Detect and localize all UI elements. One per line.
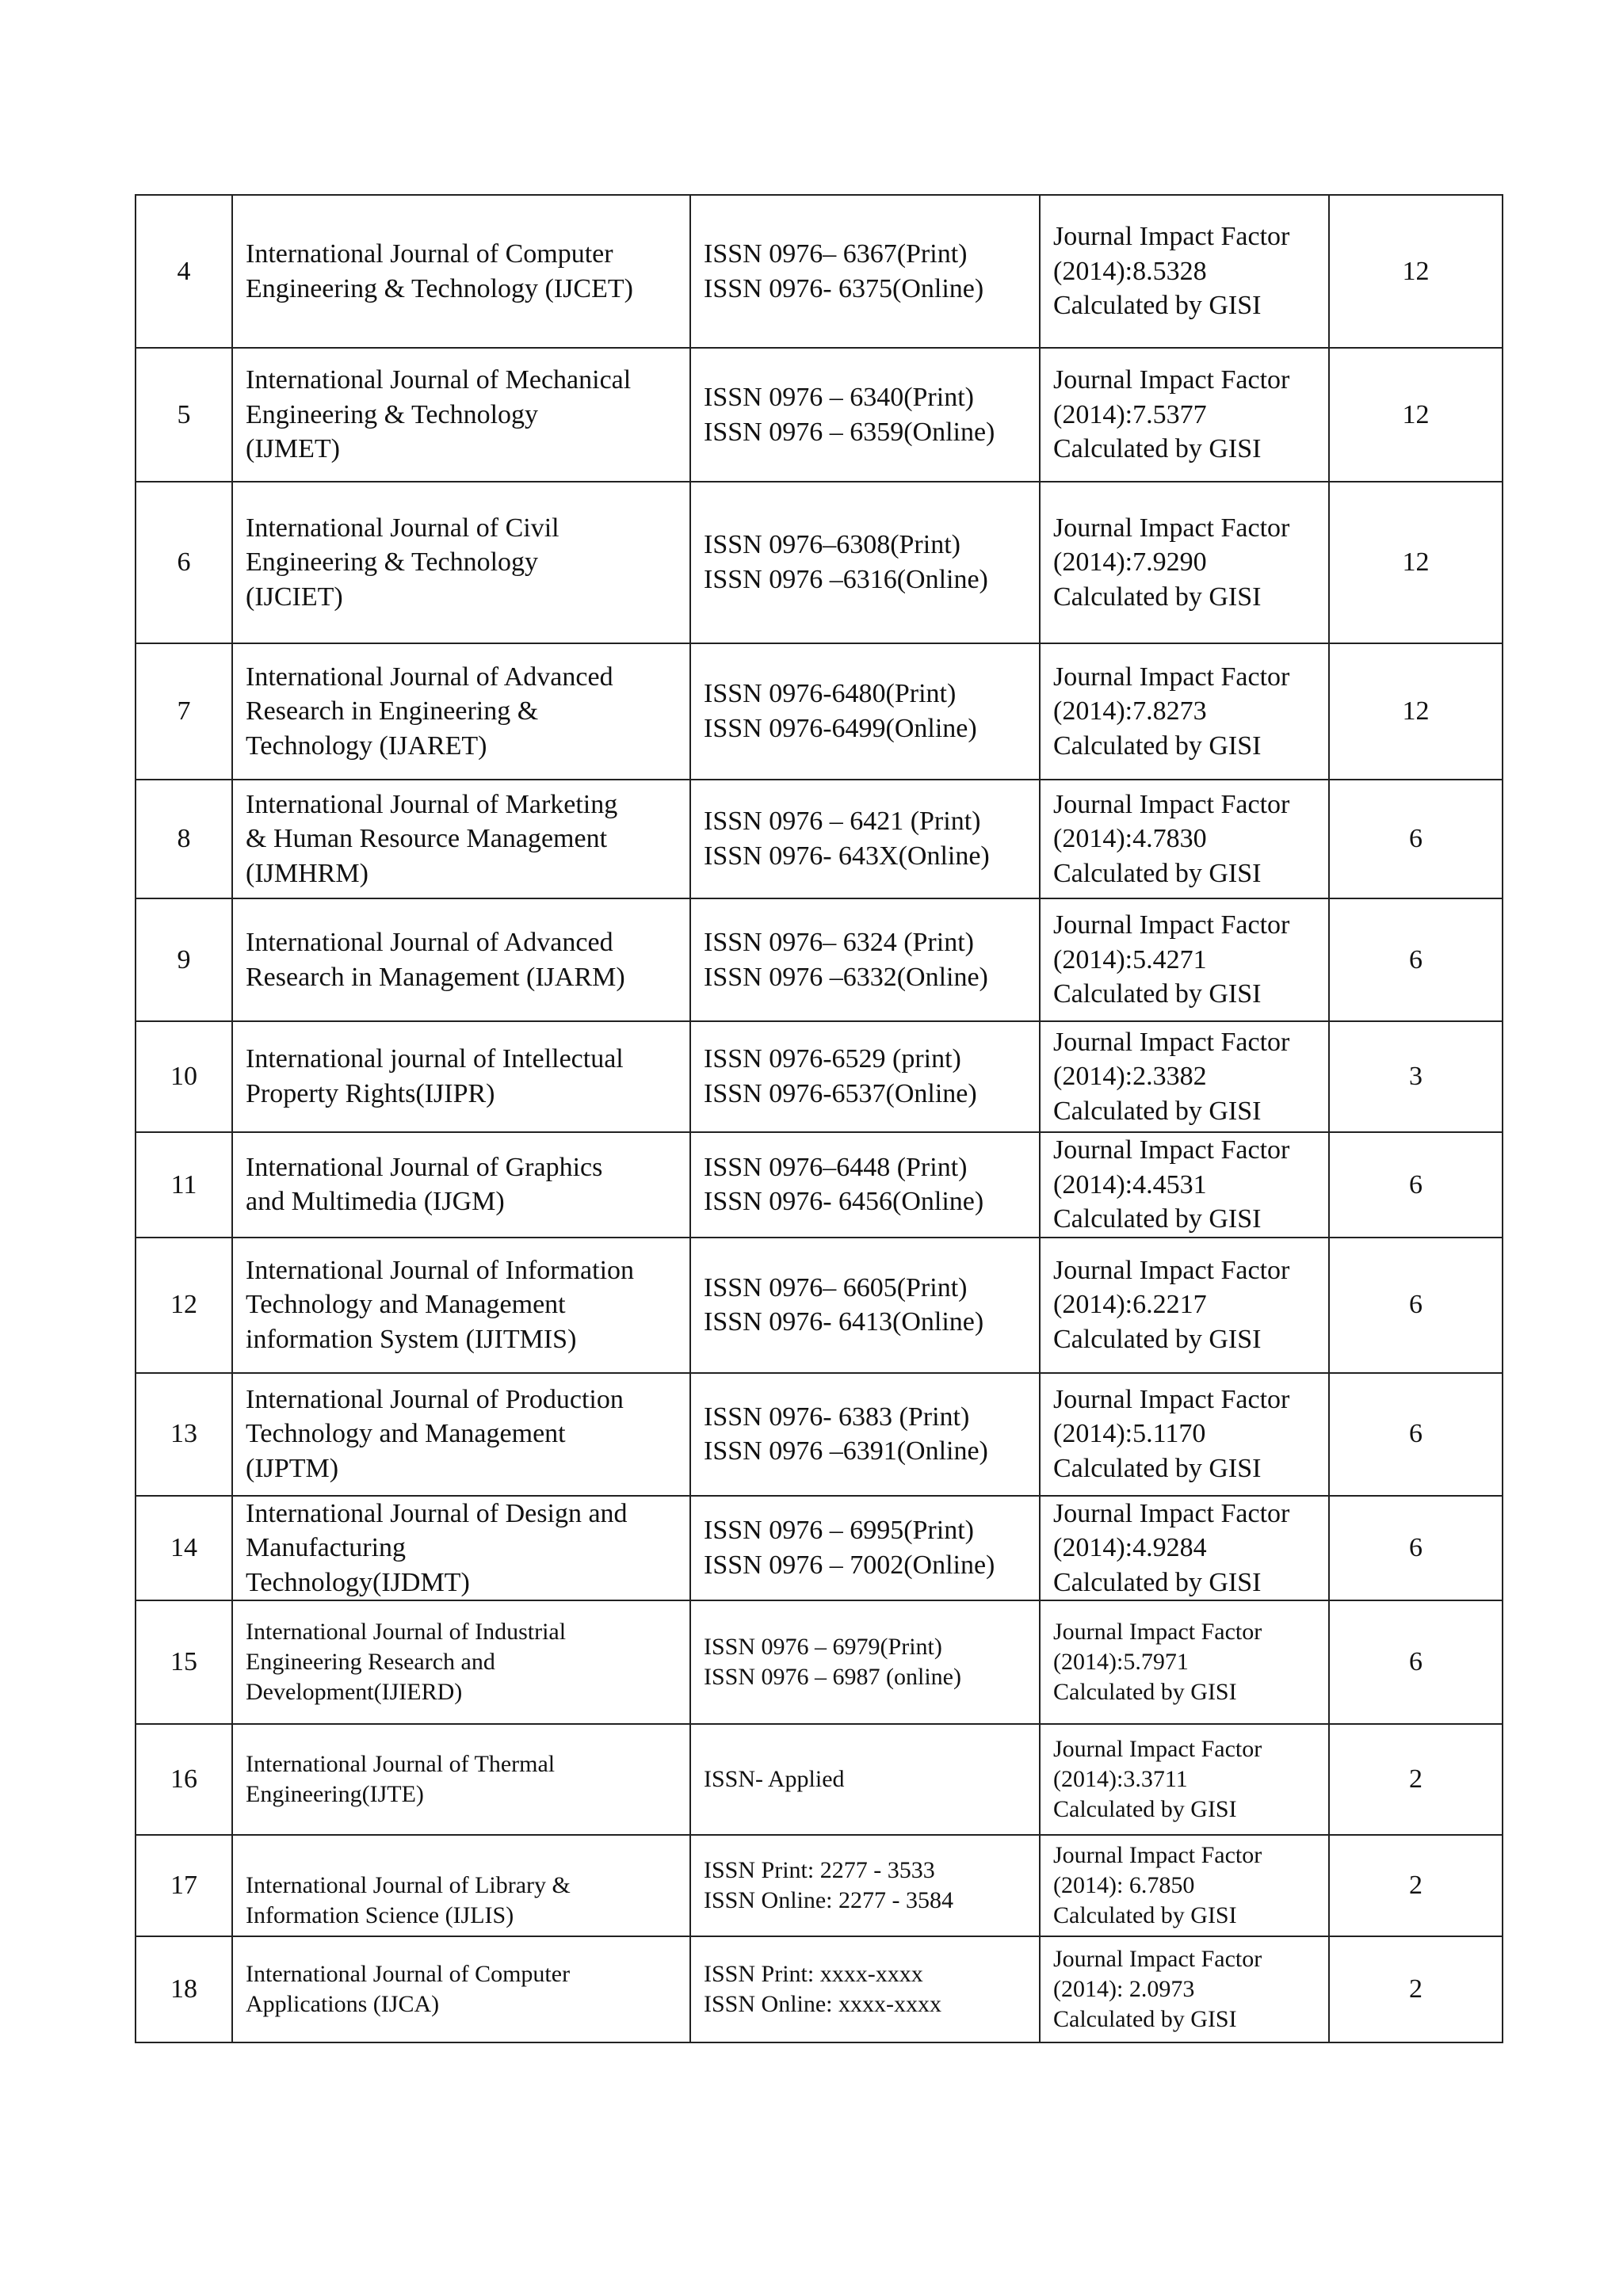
journal-name-cell: International Journal of Advanced Research in Management (IJARM)	[232, 898, 690, 1021]
impact-factor-cell: Journal Impact Factor (2014):7.5377 Calculated by GISI	[1040, 348, 1329, 482]
serial-number-cell: 10	[136, 1021, 232, 1132]
journal-name-cell: International Journal of Library & Information Science (IJLIS)	[232, 1835, 690, 1936]
journal-name-cell: International Journal of Design and Manufacturing Technology(IJDMT)	[232, 1496, 690, 1601]
serial-number-cell: 11	[136, 1132, 232, 1238]
table-row	[136, 195, 1503, 348]
impact-factor-cell: Journal Impact Factor (2014):7.9290 Calculated by GISI	[1040, 482, 1329, 643]
journal-name-cell: International Journal of Civil Engineering & Technology (IJCIET)	[232, 482, 690, 643]
impact-factor-cell: Journal Impact Factor (2014):3.3711 Calculated by GISI	[1040, 1724, 1329, 1835]
serial-number-cell: 15	[136, 1600, 232, 1724]
serial-number-cell: 8	[136, 780, 232, 898]
table-row	[136, 1238, 1503, 1373]
issn-cell: ISSN 0976– 6324 (Print) ISSN 0976 –6332(Online)	[690, 898, 1040, 1021]
count-cell: 12	[1329, 643, 1503, 780]
impact-factor-cell: Journal Impact Factor (2014): 2.0973 Calculated by GISI	[1040, 1936, 1329, 2042]
serial-number-cell: 9	[136, 898, 232, 1021]
journal-name-cell: International Journal of Mechanical Engineering & Technology (IJMET)	[232, 348, 690, 482]
count-cell: 2	[1329, 1835, 1503, 1936]
table-row	[136, 1835, 1503, 1936]
count-cell: 12	[1329, 348, 1503, 482]
journal-name-cell: International Journal of Industrial Engineering Research and Development(IJIERD)	[232, 1600, 690, 1724]
table-row	[136, 1936, 1503, 2042]
issn-cell: ISSN 0976 – 6995(Print) ISSN 0976 – 7002(Online)	[690, 1496, 1040, 1601]
count-cell: 6	[1329, 1373, 1503, 1496]
issn-cell: ISSN 0976–6308(Print) ISSN 0976 –6316(Online)	[690, 482, 1040, 643]
issn-cell: ISSN 0976 – 6979(Print) ISSN 0976 – 6987 (online)	[690, 1600, 1040, 1724]
count-cell: 2	[1329, 1936, 1503, 2042]
table-row	[136, 1496, 1503, 1601]
impact-factor-cell: Journal Impact Factor (2014):8.5328 Calculated by GISI	[1040, 195, 1329, 348]
serial-number-cell: 17	[136, 1835, 232, 1936]
impact-factor-cell: Journal Impact Factor (2014): 6.7850 Calculated by GISI	[1040, 1835, 1329, 1936]
count-cell: 6	[1329, 1600, 1503, 1724]
impact-factor-cell: Journal Impact Factor (2014):5.1170 Calculated by GISI	[1040, 1373, 1329, 1496]
journal-name-cell: International Journal of Production Technology and Management (IJPTM)	[232, 1373, 690, 1496]
journal-table	[135, 194, 1503, 2043]
impact-factor-cell: Journal Impact Factor (2014):6.2217 Calculated by GISI	[1040, 1238, 1329, 1373]
journal-name-cell: International Journal of Graphics and Multimedia (IJGM)	[232, 1132, 690, 1238]
serial-number-cell: 6	[136, 482, 232, 643]
table-row	[136, 1600, 1503, 1724]
issn-cell: ISSN 0976– 6605(Print) ISSN 0976- 6413(Online)	[690, 1238, 1040, 1373]
serial-number-cell: 13	[136, 1373, 232, 1496]
journal-name-cell: International Journal of Marketing & Human Resource Management (IJMHRM)	[232, 780, 690, 898]
serial-number-cell: 18	[136, 1936, 232, 2042]
impact-factor-cell: Journal Impact Factor (2014):5.4271 Calculated by GISI	[1040, 898, 1329, 1021]
count-cell: 6	[1329, 898, 1503, 1021]
count-cell: 6	[1329, 1132, 1503, 1238]
impact-factor-cell: Journal Impact Factor (2014):5.7971 Calculated by GISI	[1040, 1600, 1329, 1724]
serial-number-cell: 5	[136, 348, 232, 482]
serial-number-cell: 7	[136, 643, 232, 780]
issn-cell: ISSN 0976 – 6340(Print) ISSN 0976 – 6359(Online)	[690, 348, 1040, 482]
count-cell: 6	[1329, 1496, 1503, 1601]
serial-number-cell: 16	[136, 1724, 232, 1835]
count-cell: 12	[1329, 195, 1503, 348]
count-cell: 12	[1329, 482, 1503, 643]
issn-cell: ISSN 0976- 6383 (Print) ISSN 0976 –6391(Online)	[690, 1373, 1040, 1496]
serial-number-cell: 12	[136, 1238, 232, 1373]
journal-name-cell: International Journal of Computer Engineering & Technology (IJCET)	[232, 195, 690, 348]
table-row	[136, 780, 1503, 898]
issn-cell: ISSN Print: 2277 - 3533 ISSN Online: 2277 - 3584	[690, 1835, 1040, 1936]
serial-number-cell: 4	[136, 195, 232, 348]
issn-cell: ISSN- Applied	[690, 1724, 1040, 1835]
table-row	[136, 482, 1503, 643]
table-row	[136, 643, 1503, 780]
table-row	[136, 1021, 1503, 1132]
count-cell: 6	[1329, 780, 1503, 898]
impact-factor-cell: Journal Impact Factor (2014):4.4531 Calculated by GISI	[1040, 1132, 1329, 1238]
issn-cell: ISSN 0976-6480(Print) ISSN 0976-6499(Online)	[690, 643, 1040, 780]
table-row	[136, 1724, 1503, 1835]
count-cell: 2	[1329, 1724, 1503, 1835]
journal-name-cell: International Journal of Information Technology and Management information System (IJITMIS)	[232, 1238, 690, 1373]
count-cell: 6	[1329, 1238, 1503, 1373]
table-row	[136, 1132, 1503, 1238]
issn-cell: ISSN Print: xxxx-xxxx ISSN Online: xxxx-xxxx	[690, 1936, 1040, 2042]
issn-cell: ISSN 0976–6448 (Print) ISSN 0976- 6456(Online)	[690, 1132, 1040, 1238]
table-row	[136, 898, 1503, 1021]
issn-cell: ISSN 0976-6529 (print) ISSN 0976-6537(Online)	[690, 1021, 1040, 1132]
table-row	[136, 1373, 1503, 1496]
issn-cell: ISSN 0976– 6367(Print) ISSN 0976- 6375(Online)	[690, 195, 1040, 348]
impact-factor-cell: Journal Impact Factor (2014):4.9284 Calculated by GISI	[1040, 1496, 1329, 1601]
journal-name-cell: International Journal of Thermal Engineering(IJTE)	[232, 1724, 690, 1835]
table-row	[136, 348, 1503, 482]
journal-name-cell: International Journal of Advanced Research in Engineering & Technology (IJARET)	[232, 643, 690, 780]
count-cell: 3	[1329, 1021, 1503, 1132]
impact-factor-cell: Journal Impact Factor (2014):4.7830 Calculated by GISI	[1040, 780, 1329, 898]
impact-factor-cell: Journal Impact Factor (2014):2.3382 Calculated by GISI	[1040, 1021, 1329, 1132]
impact-factor-cell: Journal Impact Factor (2014):7.8273 Calculated by GISI	[1040, 643, 1329, 780]
serial-number-cell: 14	[136, 1496, 232, 1601]
issn-cell: ISSN 0976 – 6421 (Print) ISSN 0976- 643X(Online)	[690, 780, 1040, 898]
journal-name-cell: International journal of Intellectual Property Rights(IJIPR)	[232, 1021, 690, 1132]
journal-name-cell: International Journal of Computer Applications (IJCA)	[232, 1936, 690, 2042]
